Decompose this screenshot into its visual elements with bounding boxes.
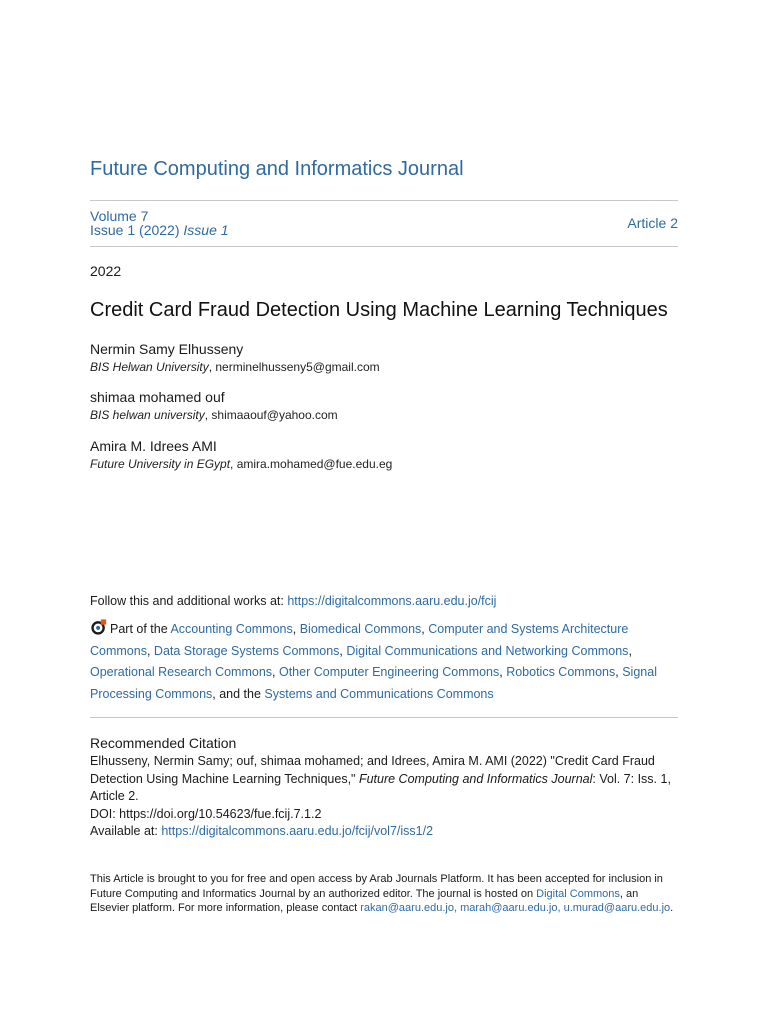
- follow-url-link[interactable]: https://digitalcommons.aaru.edu.jo/fcij: [287, 594, 497, 608]
- citation-journal: Future Computing and Informatics Journal: [358, 771, 593, 786]
- separator: ,: [272, 665, 279, 679]
- author-institution: Future University in EGypt: [90, 457, 231, 471]
- notice-text: This Article is brought to you for free and open access by Arab Journals Platform. It has been accepted for inclusion in Future Computing and Informatics Journal by an authorized editor. The journal is hosted on: [90, 873, 663, 900]
- commons-link[interactable]: Operational Research Commons: [90, 665, 273, 679]
- issue-italic-link[interactable]: Issue 1: [183, 222, 229, 238]
- author-name: Amira M. Idrees AMI: [90, 438, 217, 454]
- bepress-network-icon: [90, 618, 108, 636]
- commons-link[interactable]: Data Storage Systems Commons: [153, 643, 340, 658]
- issue-link[interactable]: Issue 1 (2022): [90, 222, 180, 238]
- commons-link[interactable]: Other Computer Engineering Commons: [278, 665, 500, 679]
- separator: ,: [628, 643, 632, 658]
- commons-link[interactable]: Systems and Communications Commons: [264, 686, 494, 701]
- commons-link[interactable]: Computer and Systems Architecture Commons: [90, 622, 629, 658]
- citation-authors-title: Elhusseny, Nermin Samy; ouf, shimaa mohamed; and Idrees, Amira M. AMI (2022) "Credit Card Fraud Detection Using Machine Learning Techniques,": [90, 754, 655, 786]
- available-label: Available at:: [90, 824, 162, 838]
- citation-doi: DOI: https://doi.org/10.54623/fue.fcij.7.1.2: [90, 806, 322, 821]
- author-email: , amira.mohamed@fue.edu.eg: [230, 457, 393, 471]
- separator: ,: [615, 665, 623, 679]
- citation-volume: : Vol. 7: Iss. 1, Article 2.: [90, 771, 671, 803]
- separator: ,: [292, 622, 300, 636]
- notice-text: , an Elsevier platform. For more information, please contact: [90, 887, 639, 914]
- paper-title: Credit Card Fraud Detection Using Machine Learning Techniques: [90, 299, 668, 321]
- separator: , and the: [212, 686, 265, 701]
- separator: ,: [421, 622, 429, 636]
- digital-commons-link[interactable]: Digital Commons: [536, 887, 620, 900]
- commons-link[interactable]: Signal Processing Commons: [90, 665, 657, 701]
- divider-citation: [90, 717, 678, 718]
- author-email: , shimaaouf@yahoo.com: [204, 408, 338, 422]
- follow-line: [90, 594, 496, 608]
- author-name: Nermin Samy Elhusseny: [90, 341, 244, 357]
- divider-top: [90, 200, 678, 201]
- author-institution: BIS helwan university: [90, 408, 205, 422]
- commons-link[interactable]: Biomedical Commons: [299, 622, 422, 636]
- volume-link[interactable]: Volume 7: [90, 208, 149, 224]
- divider-bottom: [90, 246, 678, 247]
- separator: ,: [146, 643, 154, 658]
- journal-title-link[interactable]: Future Computing and Informatics Journal: [90, 158, 464, 180]
- publication-year: 2022: [90, 263, 122, 279]
- contact-emails-link[interactable]: rakan@aaru.edu.jo, marah@aaru.edu.jo, u.murad@aaru.edu.jo: [360, 902, 671, 914]
- separator: ,: [339, 643, 347, 658]
- available-url-link[interactable]: https://digitalcommons.aaru.edu.jo/fcij/vol7/iss1/2: [161, 824, 434, 838]
- citation-text: [90, 753, 678, 841]
- author-email: , nerminelhusseny5@gmail.com: [208, 360, 380, 374]
- article-link[interactable]: Article 2: [627, 215, 678, 231]
- follow-text: Follow this and additional works at:: [90, 594, 288, 608]
- part-of-prefix: Part of the: [110, 622, 171, 636]
- access-notice: [90, 872, 678, 916]
- separator: ,: [499, 665, 507, 679]
- author-affiliation: [90, 360, 380, 374]
- commons-link[interactable]: Robotics Commons: [506, 665, 616, 679]
- part-of-commons: [90, 618, 678, 705]
- commons-link[interactable]: Digital Communications and Networking Commons: [346, 643, 629, 658]
- author-name: shimaa mohamed ouf: [90, 389, 225, 405]
- author-affiliation: [90, 457, 392, 471]
- issue-line: [90, 223, 229, 237]
- commons-link[interactable]: Accounting Commons: [170, 622, 293, 636]
- recommended-citation-heading: Recommended Citation: [90, 735, 237, 751]
- notice-text: .: [670, 902, 674, 914]
- author-affiliation: [90, 408, 338, 422]
- author-institution: BIS Helwan University: [90, 360, 209, 374]
